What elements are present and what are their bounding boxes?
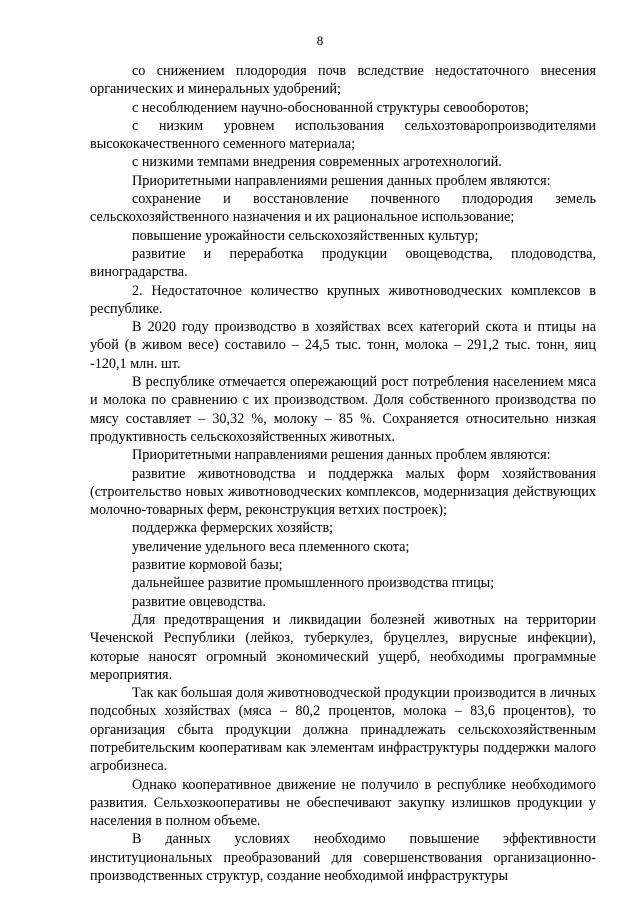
- paragraph-production-2020: В 2020 году производство в хозяйствах всех категорий скота и птицы на убой (в живом весе) составило – 24,5 тыс. тонн, молока – 291,2 тыс. тонн, яиц -120,1 млн. шт.: [90, 319, 596, 372]
- paragraph-crop-yield: повышение урожайности сельскохозяйственных культур;: [132, 227, 479, 244]
- paragraph-animal-diseases: Для предотвращения и ликвидации болезней животных на территории Чеченской Республики (лейкоз, туберкулез, бруцеллез, вирусные инфекции), которые наносят огромный экономический ущерб, необходимы программные мероприятия.: [90, 611, 596, 683]
- body-text: [90, 62, 596, 885]
- paragraph-fodder-base: развитие кормовой базы;: [132, 557, 283, 574]
- paragraph-consumption-growth: В республике отмечается опережающий рост потребления населением мяса и молока по сравнению с их производством. Доля собственного производства по мясу составляет – 30,32 %, молоку – 85 %. Сохраняется относительно низкая продуктивность сельскохозяйственных животных.: [90, 374, 596, 445]
- paragraph-livestock-complexes: 2. Недостаточное количество крупных животноводческих комплексов в республике.: [90, 282, 596, 317]
- paragraph-sheep-breeding: развитие овцеводства.: [132, 593, 266, 610]
- paragraph-farm-support: поддержка фермерских хозяйств;: [132, 520, 334, 537]
- paragraph-agrotechnologies: с низкими темпами внедрения современных агротехнологий.: [132, 154, 502, 171]
- paragraph-household-farms: Так как большая доля животноводческой продукции производится в личных подсобных хозяйствах (мяса – 80,2 процентов, молока – 83,6 процентов), то организация сбыта продукции должна принадлежать сельскохозяйственным потребительским кооперативам как элементам инфраструктуры поддержки малого агробизнеса.: [90, 685, 596, 775]
- paragraph-poultry: дальнейшее развитие промышленного производства птицы;: [132, 575, 495, 592]
- paragraph-cooperatives: Однако кооперативное движение не получило в республике необходимого развития. Сельхозкооперативы не обеспечивают закупку излишков продукции у населения в полном объеме.: [90, 776, 596, 830]
- paragraph-priority-directions-1: Приоритетными направлениями решения данных проблем являются:: [132, 172, 551, 189]
- paragraph-institutional-reforms: В данных условиях необходимо повышение эффективности институциональных преобразований для совершенствования организационно-производственных структур, создание необходимой инфраструктуры: [90, 831, 596, 885]
- paragraph-breeding-stock: увеличение удельного веса племенного скота;: [132, 538, 410, 555]
- paragraph-soil-preservation: сохранение и восстановление почвенного плодородия земель сельскохозяйственного назначения и их рациональное использование;: [90, 191, 596, 226]
- page-number: 8: [316, 33, 324, 48]
- paragraph-soil-fertility: со снижением плодородия почв вследствие недостаточного внесения органических и минеральных удобрений;: [90, 63, 596, 98]
- paragraph-livestock-development: развитие животноводства и поддержка малых форм хозяйствования (строительство новых животноводческих комплексов, модернизация действующих молочно-товарных ферм, реконструкция ветхих построек);: [90, 465, 596, 519]
- paragraph-vegetable-fruit: развитие и переработка продукции овощеводства, плодоводства, виноградарства.: [90, 245, 596, 281]
- paragraph-priority-directions-2: Приоритетными направлениями решения данных проблем являются:: [132, 447, 551, 464]
- paragraph-crop-rotation: с несоблюдением научно-обоснованной структуры севооборотов;: [132, 99, 529, 116]
- paragraph-seed-material: с низким уровнем использования сельхозтоваропроизводителями высококачественного семенного материала;: [90, 117, 596, 153]
